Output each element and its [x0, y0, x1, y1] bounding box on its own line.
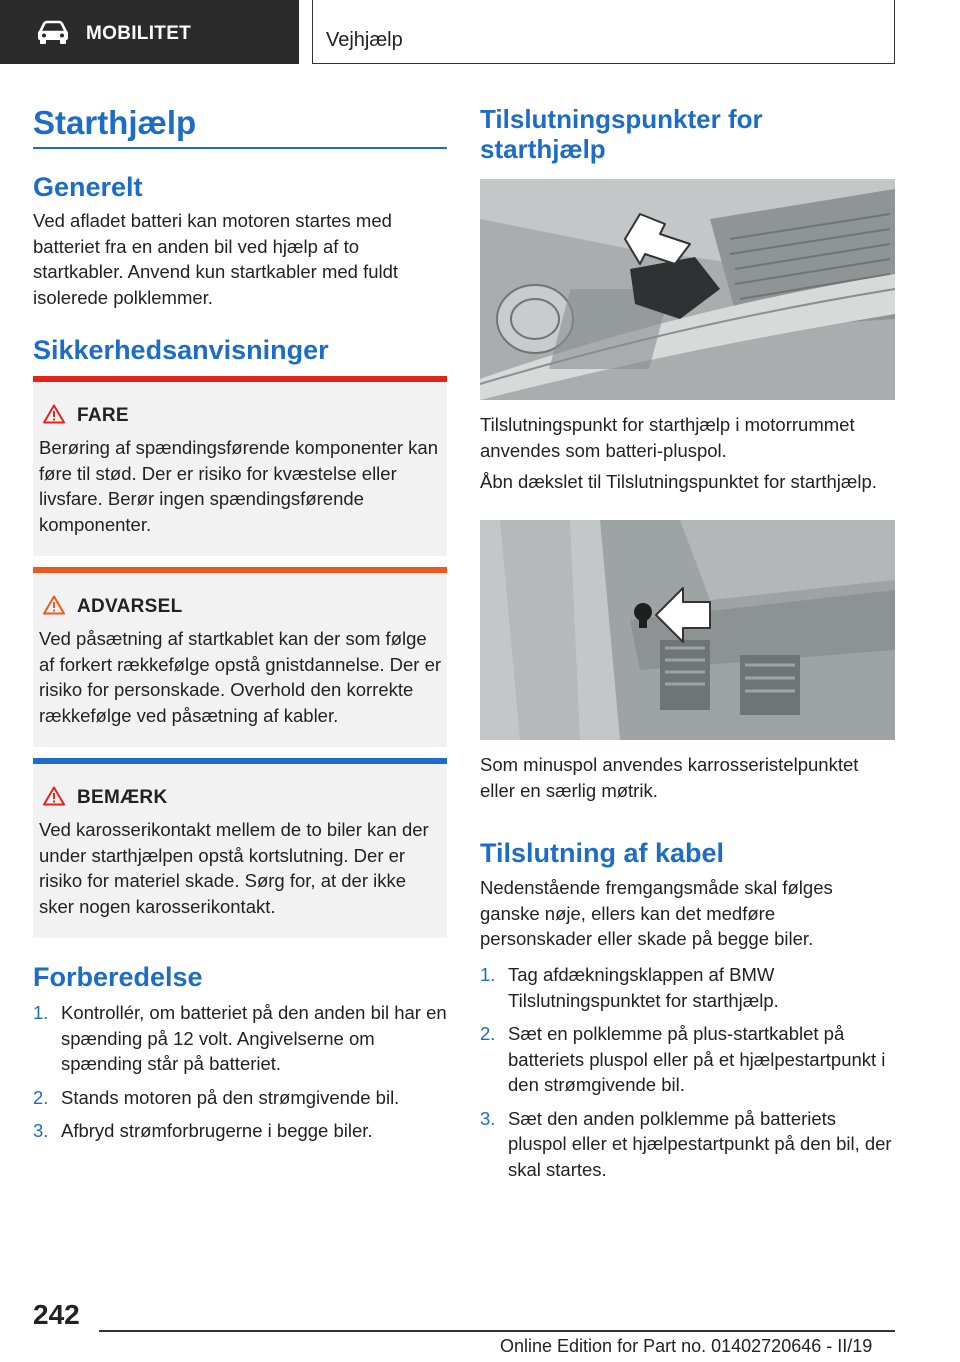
- warning-text: Ved påsætning af startkablet kan der som følge af forkert rækkefølge opstå gnistdannelse. Der er risiko for personskade. Overhold den korrekte rækkefølge ved påsætning af kabler.: [39, 628, 442, 726]
- heading-preparation: Forberedelse: [33, 962, 203, 992]
- connection-steps: [480, 962, 896, 1190]
- heading-safety: Sikkerhedsanvisninger: [33, 335, 329, 365]
- engine-bay-photo-ground-point: [480, 520, 895, 740]
- heading-general: Generelt: [33, 172, 143, 202]
- warning-bar: [33, 567, 447, 573]
- caption-open-cover: Åbn dækslet til Tilslutningspunktet for starthjælp.: [480, 471, 877, 492]
- warning-triangle-icon: [43, 786, 65, 806]
- warning-bar: [33, 376, 447, 382]
- car-icon: [36, 20, 70, 46]
- heading-connection-points: Tilslutningspunkter for starthjælp: [480, 104, 763, 164]
- list-item: 1. Kontrollér, om batteriet på den anden bil har en spænding på 12 volt. Angivelserne om spænding står på batteriet.: [33, 1002, 447, 1074]
- warning-text: Berøring af spændingsførende komponenter kan føre til stød. Der er risiko for kvæstelse eller livsfare. Berør ingen spændingsførende komponenter.: [39, 437, 438, 535]
- warning-box-danger: [33, 376, 447, 556]
- list-item: 3. Sæt den anden polklemme på batteriets pluspol eller et hjælpestartpunkt på den bil, der skal startes.: [480, 1107, 892, 1180]
- list-item: 1. Tag afdækningsklappen af BMW Tilslutningspunktet for starthjælp.: [480, 964, 779, 1011]
- list-item: 2. Stands motoren på den strømgivende bil.: [33, 1086, 400, 1108]
- warning-box-caution: [33, 567, 447, 747]
- list-item: 2. Sæt en polklemme på plus-startkablet på batteriets pluspol eller på et hjælpestartpunkt i den strømgivende bil.: [480, 1023, 886, 1095]
- section-label: MOBILITET: [86, 23, 192, 44]
- warning-triangle-icon: [43, 595, 65, 615]
- general-text: Ved afladet batteri kan motoren startes med batteriet fra en anden bil ved hjælp af to startkabler. Anvend kun startkabler med fuldt isolerede polklemmer.: [33, 210, 399, 308]
- caption-positive-terminal: Tilslutningspunkt for starthjælp i motorrummet anvendes som batteri-pluspol.: [480, 414, 855, 461]
- caption-ground-point: Som minuspol anvendes karrosseristelpunktet eller en særlig møtrik.: [480, 754, 859, 801]
- footer-rule: [99, 1330, 895, 1332]
- warning-title: ADVARSEL: [77, 596, 183, 617]
- list-item: 3. Afbryd strømforbrugerne i begge biler.: [33, 1120, 373, 1141]
- warning-bar: [33, 758, 447, 764]
- heading-cable-connection: Tilslutning af kabel: [480, 838, 725, 868]
- chapter-label: Vejhjælp: [326, 29, 403, 51]
- edition-note: Online Edition for Part no. 01402720646 - II/19: [500, 1336, 873, 1356]
- warning-box-notice: [33, 758, 447, 938]
- engine-bay-photo-positive-terminal: [480, 179, 895, 400]
- warning-title: FARE: [77, 405, 129, 426]
- page-number: 242: [33, 1299, 80, 1330]
- preparation-steps: [33, 1000, 449, 1152]
- title-rule: [33, 147, 447, 149]
- page-title: Starthjælp: [33, 104, 197, 141]
- connection-intro: Nedenstående fremgangsmåde skal følges ganske nøje, ellers kan det medføre personskader eller skade på begge biler.: [480, 877, 833, 949]
- warning-text: Ved karosserikontakt mellem de to biler kan der under starthjælpen opstå kortslutning. Der er risiko for materiel skade. Sørg for, at der ikke sker nogen karosserikontakt.: [39, 819, 429, 917]
- warning-triangle-icon: [43, 404, 65, 424]
- warning-title: BEMÆRK: [77, 787, 168, 808]
